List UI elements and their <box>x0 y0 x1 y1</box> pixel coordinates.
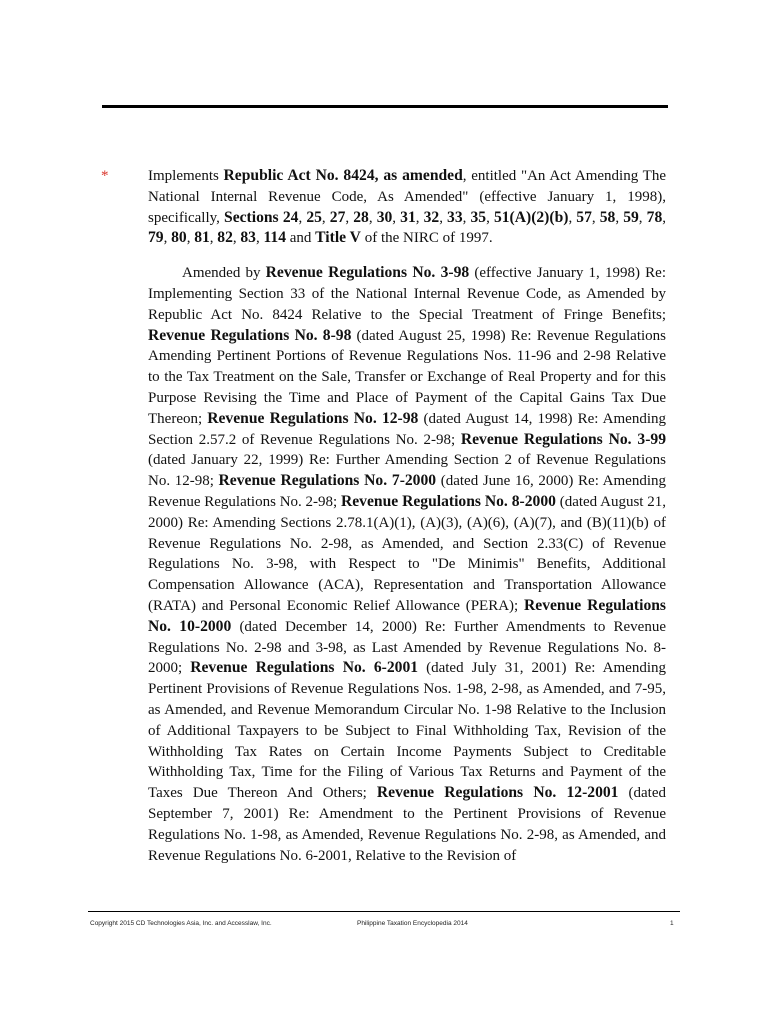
section-reference: 25 <box>306 208 322 226</box>
amended-text: (effective January 1, 1998) Re: Implementing Section 33 of the National Internal Revenue Code, as Amended by Republic Act No. 8424 Relative to the Special Treatment of Fringe Benefits; <box>148 265 666 323</box>
separator-text: , <box>591 209 600 226</box>
footer-copyright: Copyright 2015 CD Technologies Asia, Inc. and Accesslaw, Inc. <box>90 920 272 927</box>
section-reference: 28 <box>353 208 369 226</box>
regulation-reference: Revenue Regulations No. 8-98 <box>148 326 352 344</box>
section-reference: 33 <box>447 208 463 226</box>
section-reference: 51(A)(2)(b) <box>493 208 569 226</box>
section-reference: Sections 24 <box>224 208 299 226</box>
regulation-reference: Revenue Regulations No. 10-2000 <box>148 596 666 635</box>
implements-text: Implements <box>148 168 224 184</box>
regulation-reference: Revenue Regulations No. 7-2000 <box>218 472 437 490</box>
amended-text: (dated September 7, 2001) Re: Amendment to the Pertinent Provisions of Revenue Regulations No. 1-98, as Amended, Revenue Regulations No. 2-98, as Amended, and Revenue Regulations No. 6-2001, Relative to the Revision of <box>148 785 667 864</box>
separator-text: , <box>462 209 471 226</box>
separator-text: , <box>439 209 448 226</box>
amended-text: (dated July 31, 2001) Re: Amending Pertinent Provisions of Revenue Regulations Nos. 1-98, 2-98, as Amended, and 7-95, as Amended, and Revenue Memorandum Circular No. 1-98 Relative to the Inclusion of Additional Taxpayers to be Subject to Final Withholding Tax, Revision of the Withholding Tax Rates on Certain Income Payments Subject to Creditable Withholding Tax, Time for the Filing of Various Tax Returns and Payment of the Taxes Due Thereon And Others; <box>148 660 667 802</box>
amended-text: (dated August 21, 2000) Re: Amending Sections 2.78.1(A)(1), (A)(3), (A)(6), (A)(7), and (B)(11)(b) of Revenue Regulations No. 2-98, as Amended, and Section 2.33(C) of Revenue Regulations No. 3-98, with Respect to "De Minimis" Benefits, Additional Compensation Allowance (ACA), Representation and Transportation Allowance (RATA) and Personal Economic Relief Allowance (PERA); <box>148 493 666 614</box>
separator-text: and <box>286 230 316 247</box>
section-reference: 35 <box>470 208 487 226</box>
title-reference: Title V <box>315 229 361 247</box>
separator-text: , <box>415 209 424 226</box>
separator-text: , <box>321 209 330 226</box>
section-reference: 59 <box>623 208 639 226</box>
implements-act-reference: Republic Act No. 8424, as amended <box>223 167 463 184</box>
footer-rule <box>88 911 680 912</box>
section-reference: 82 <box>217 229 233 247</box>
section-reference: 58 <box>599 208 616 226</box>
header-rule <box>102 105 668 108</box>
section-reference: 31 <box>400 208 416 226</box>
amended-text: (dated December 14, 2000) Re: Further Amendments to Revenue Regulations No. 2-98 and 3-98, as Last Amended by Revenue Regulations No. 8-2000; <box>148 618 666 677</box>
amended-text: Amended by <box>182 265 266 282</box>
separator-text: , <box>392 209 401 226</box>
amended-text: (dated June 16, 2000) Re: Amending Revenue Regulations No. 2-98; <box>148 473 667 510</box>
regulation-reference: Revenue Regulations No. 12-98 <box>207 409 419 427</box>
section-reference: 57 <box>576 208 592 226</box>
separator-text: , <box>638 209 647 226</box>
section-reference: 80 <box>171 229 187 247</box>
footnote-marker: * <box>101 168 109 184</box>
implements-paragraph <box>148 166 666 249</box>
section-reference: 30 <box>376 208 393 226</box>
implements-text: , entitled "An Act Amending The National Internal Revenue Code, As Amended" (effective January 1, 1998), specifically, <box>148 168 666 226</box>
section-reference: 81 <box>194 229 210 247</box>
regulation-reference: Revenue Regulations No. 6-2001 <box>190 659 419 677</box>
separator-text: , <box>662 209 666 226</box>
implements-text: of the NIRC of 1997. <box>360 230 493 247</box>
regulation-reference: Revenue Regulations No. 12-2001 <box>376 784 619 802</box>
regulation-reference: Revenue Regulations No. 8-2000 <box>341 492 556 510</box>
separator-text: , <box>615 209 624 226</box>
footnote-body <box>148 166 666 866</box>
separator-text: , <box>345 209 354 226</box>
separator-text: , <box>486 209 494 226</box>
footer-publication-title: Philippine Taxation Encyclopedia 2014 <box>357 920 468 927</box>
section-reference: 79 <box>148 229 164 247</box>
separator-text: , <box>232 230 241 247</box>
regulation-reference: Revenue Regulations No. 3-98 <box>265 264 470 282</box>
separator-text: , <box>568 209 577 226</box>
separator-text: , <box>255 230 264 247</box>
separator-text: , <box>298 209 307 226</box>
amended-text: (dated August 25, 1998) Re: Revenue Regulations Amending Pertinent Portions of Revenue Regulations Nos. 11-96 and 2-98 Relative to the Tax Treatment on the Sale, Transfer or Exchange of Real Property and for this Purpose Revising the Time and Place of Payment of the Capital Gains Tax Due Thereon; <box>148 327 666 427</box>
amended-text: (dated January 22, 1999) Re: Further Amending Section 2 of Revenue Regulations No. 12-98; <box>148 452 666 490</box>
regulation-reference: Revenue Regulations No. 3-99 <box>460 430 666 448</box>
separator-text: , <box>163 230 172 247</box>
separator-text: , <box>209 230 218 247</box>
page-number: 1 <box>670 920 674 927</box>
amended-paragraph <box>148 263 666 866</box>
section-reference: 114 <box>263 229 286 247</box>
section-reference: 83 <box>240 229 256 247</box>
section-reference: 78 <box>646 208 663 226</box>
separator-text: , <box>368 209 377 226</box>
section-reference: 27 <box>329 208 346 226</box>
amended-text: (dated August 14, 1998) Re: Amending Section 2.57.2 of Revenue Regulations No. 2-98; <box>148 410 667 448</box>
separator-text: , <box>186 230 195 247</box>
section-reference: 32 <box>423 208 440 226</box>
